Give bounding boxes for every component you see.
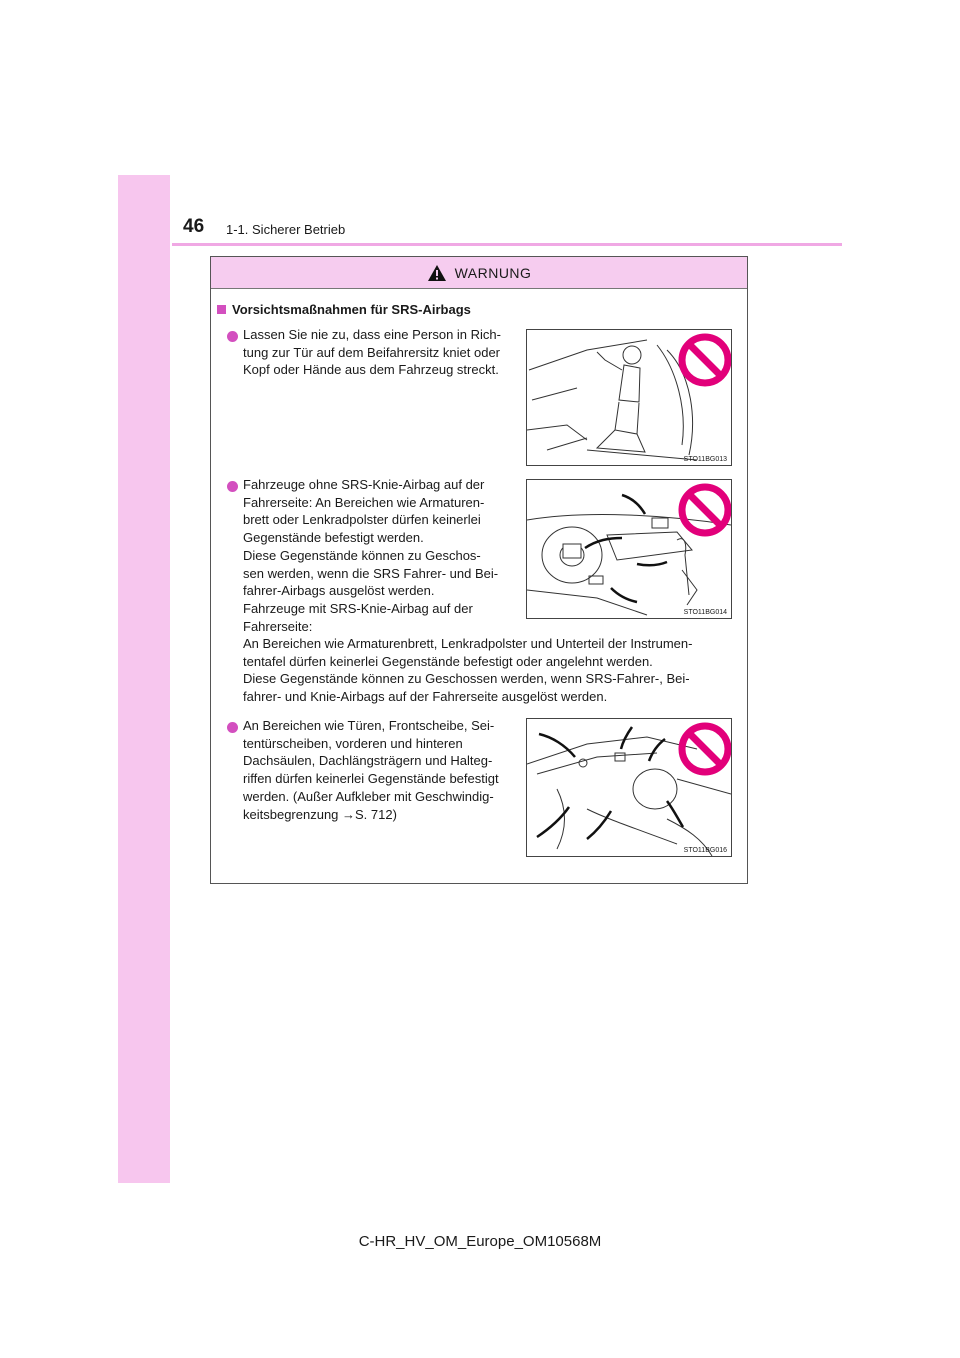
text-line: An Bereichen wie Türen, Frontscheibe, Sei- <box>243 718 495 733</box>
bullet-icon <box>227 331 238 342</box>
figure-interior-objects <box>526 718 732 857</box>
square-bullet-icon <box>217 305 226 314</box>
text-line: Lassen Sie nie zu, dass eine Person in Rich- <box>243 327 501 342</box>
item-1-text <box>243 326 516 379</box>
figure-code: STO11BG013 <box>683 456 727 463</box>
dashboard-illustration <box>527 480 731 618</box>
warning-triangle-icon <box>427 264 447 282</box>
kneeling-passenger-illustration <box>527 330 731 465</box>
text-line: Diese Gegenstände können zu Geschos- <box>243 547 481 563</box>
item-2-text <box>243 476 516 635</box>
text-line: tung zur Tür auf dem Beifahrersitz kniet oder <box>243 344 500 360</box>
text-line: tentafel dürfen keinerlei Gegenstände befestigt oder angelehnt werden. <box>243 653 653 669</box>
chapter-sidebar <box>118 175 170 1183</box>
text-line: fahrer- und Knie-Airbags auf der Fahrerseite ausgelöst werden. <box>243 689 608 705</box>
text-line: Fahrerseite: An Bereichen wie Armaturen- <box>243 494 485 510</box>
header-rule <box>172 243 842 246</box>
text-line: sen werden, wenn die SRS Fahrer- und Bei- <box>243 565 499 581</box>
item-2-wide-text <box>243 635 727 706</box>
bullet-icon <box>227 481 238 492</box>
text-line: riffen dürfen keinerlei Gegenstände befestigt <box>243 771 499 787</box>
text-line: Diese Gegenstände können zu Geschossen werden, wenn SRS-Fahrer-, Bei- <box>243 671 690 687</box>
text-line: keitsbegrenzung →S. 712) <box>243 806 397 822</box>
footer-doc-id: C-HR_HV_OM_Europe_OM10568M <box>358 1233 602 1250</box>
text-line: brett oder Lenkradpolster dürfen keinerlei <box>243 512 481 528</box>
text-line: fahrer-Airbags ausgelöst werden. <box>243 583 435 599</box>
item-3-text <box>243 717 516 823</box>
warning-title: WARNUNG <box>454 264 532 281</box>
page-number: 46 <box>183 216 205 237</box>
figure-kneeling-passenger <box>526 329 732 466</box>
text-line: Gegenstände befestigt werden. <box>243 530 424 546</box>
subheading-text: Vorsichtsmaßnahmen für SRS-Airbags <box>232 302 471 317</box>
text-line: Fahrzeuge mit SRS-Knie-Airbag auf der <box>243 600 473 616</box>
text-line: werden. (Außer Aufkleber mit Geschwindig- <box>243 788 494 804</box>
warning-subheading <box>217 302 471 317</box>
interior-illustration <box>527 719 731 856</box>
text-line: tentürscheiben, vorderen und hinteren <box>243 735 463 751</box>
warning-header <box>211 257 747 289</box>
text-line: An Bereichen wie Armaturenbrett, Lenkradpolster und Unterteil der Instrumen- <box>243 636 693 651</box>
text-line: Fahrzeuge ohne SRS-Knie-Airbag auf der <box>243 477 485 492</box>
section-title: 1-1. Sicherer Betrieb <box>226 222 346 237</box>
figure-code: STO11BG014 <box>683 609 727 616</box>
figure-code: STO11BG016 <box>683 847 727 854</box>
bullet-icon <box>227 722 238 733</box>
figure-dashboard-objects <box>526 479 732 619</box>
text-line: Fahrerseite: <box>243 618 313 634</box>
text-line: Dachsäulen, Dachlängsträgern und Halteg- <box>243 753 493 769</box>
text-line: Kopf oder Hände aus dem Fahrzeug streckt. <box>243 362 499 378</box>
